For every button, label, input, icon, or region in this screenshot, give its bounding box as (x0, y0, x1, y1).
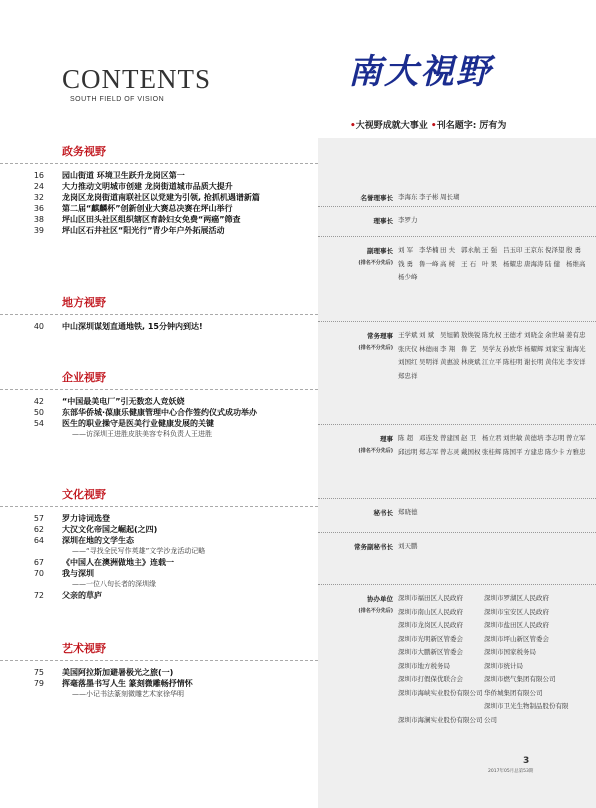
bullet-icon: • (430, 121, 437, 131)
roster-label: 理事 (380, 435, 393, 443)
roster-names (398, 244, 588, 285)
roster-name: 深圳市海澜实业股份有限公司 (398, 715, 483, 724)
roster-divider (318, 532, 596, 533)
bullet-icon: • (350, 121, 356, 131)
roster-name: 李海东 (398, 193, 418, 201)
entry-page: 64 (33, 536, 44, 545)
section-title: 企业视野 (62, 371, 106, 384)
roster-name: 刘 斌 (419, 331, 435, 339)
entry-title: 龙岗区龙岗街道南联社区以党建为引领, 抢抓机遇谱新篇 (62, 193, 260, 202)
toc-entries (0, 170, 318, 236)
roster-name: 深圳市打假保优联合会 (398, 675, 463, 683)
roster-name: 华侨城集团有限公司 (484, 688, 543, 697)
entry-title: 坪山区石井社区“阳光行”青少年户外拓展活动 (62, 226, 225, 235)
entry-title: ——一位八旬长者的深圳缘 (72, 580, 156, 588)
page-number: 3 (523, 756, 530, 766)
entry-page: 79 (33, 679, 44, 688)
roster-name: 深圳市地方税务局 (398, 661, 450, 670)
roster-note: (排名不分先后) (358, 345, 393, 351)
roster-label: 名誉理事长 (360, 194, 393, 202)
toc-entry[interactable] (0, 557, 318, 568)
toc-entry[interactable] (0, 535, 318, 546)
roster-name: 刘国红 (398, 358, 418, 366)
roster-name: 陈 超 (398, 434, 414, 442)
section-header (0, 369, 318, 389)
roster-name: 邱远明 (398, 447, 418, 456)
toc-section (0, 486, 318, 600)
roster-name: 深圳市盐田区人民政府 (484, 621, 549, 629)
roster-label: 协办单位 (367, 595, 393, 603)
entry-title: 中山深圳谋划直通地铁, 15分钟内到达! (62, 322, 203, 331)
roster-name: 余世瑞 (545, 331, 565, 339)
roster-name: 深圳市福田区人民政府 (398, 594, 463, 602)
section-title: 艺术视野 (62, 642, 106, 655)
roster-name: 林庚斌 (461, 358, 481, 366)
roster-name: 黄惠波 (440, 358, 460, 366)
roster-names (398, 191, 588, 205)
roster-divider (318, 498, 596, 499)
entry-page: 38 (33, 215, 44, 224)
toc-entries (0, 667, 318, 700)
slogan-credit: 刊名题字: 厉有为 (436, 121, 507, 131)
issue-label: 2017年05月总第53期 (488, 769, 534, 774)
entry-page: 62 (33, 525, 44, 534)
roster-name: 鲁 艺 (461, 344, 477, 353)
entry-page: 32 (33, 193, 44, 202)
roster-name: 李 翔 (440, 344, 456, 353)
roster-name: 方建忠 (524, 447, 544, 456)
roster-name: 鲁一峰 (419, 259, 439, 268)
toc-entry[interactable] (0, 418, 318, 429)
toc-section (0, 640, 318, 698)
slogan (350, 118, 506, 131)
roster-name: 黄伟光 (545, 358, 565, 366)
roster-name: 王德才 (503, 331, 523, 339)
roster-name: 刘晓金 (524, 331, 544, 339)
roster-name: 孙欧华 (503, 344, 523, 353)
entry-title: 《中国人在澳洲做地主》连载一 (62, 558, 174, 567)
roster-name: 谢长明 (524, 358, 544, 366)
roster-name: 深圳市宝安区人民政府 (484, 607, 549, 616)
entry-page: 40 (33, 322, 44, 331)
toc-entry[interactable] (0, 568, 318, 579)
section-divider (0, 163, 318, 164)
roster-note: (排名不分先后) (358, 608, 393, 614)
roster-divider (318, 321, 596, 322)
toc-section (0, 369, 318, 438)
roster-name: 李安详 (566, 358, 586, 366)
entry-title: 大汉文化帝国之崛起(之四) (62, 525, 158, 534)
entry-title: 坪山区田头社区组织辖区育龄妇女免费“两癌”筛查 (62, 215, 241, 224)
toc-entry[interactable] (0, 321, 318, 332)
roster-name: 郑晓德 (398, 508, 418, 516)
section-header (0, 143, 318, 163)
section-title: 政务视野 (62, 145, 106, 158)
roster-name: 刘天鹏 (398, 542, 418, 550)
roster-name: 张庆仪 (398, 344, 418, 353)
roster-name: 高 树 (440, 259, 456, 268)
contents-title: CONTENTS (62, 64, 211, 94)
toc-entry[interactable] (0, 225, 318, 236)
roster-label: 常务副秘书长 (354, 543, 393, 551)
roster-divider (318, 424, 596, 425)
section-header (0, 486, 318, 506)
roster-name: 陆 健 (545, 259, 561, 268)
roster-name: 李华楠 (419, 246, 439, 254)
toc-entries (0, 321, 318, 332)
roster-label: 副理事长 (367, 247, 393, 255)
roster-name: 王 强 (482, 246, 498, 254)
roster-label: 秘书长 (373, 509, 393, 517)
entry-title: 父亲的草庐 (62, 591, 102, 600)
entry-title: 医生的职业操守是医美行业健康发展的关键 (62, 419, 214, 428)
entry-title: ——“寻找全民写作英雄”文学沙龙活动记略 (72, 547, 206, 555)
roster-name: 郑志军 (419, 447, 439, 456)
toc-entry[interactable] (0, 181, 318, 192)
entry-page: 16 (33, 171, 44, 180)
toc-entry[interactable] (0, 590, 318, 601)
roster-name: 钱 勇 (398, 259, 414, 268)
toc-entry[interactable] (0, 667, 318, 678)
roster-note: (排名不分先后) (358, 448, 393, 454)
entry-title: 东部华侨城·葆康乐健康管理中心合作签约仪式成功举办 (62, 408, 258, 417)
roster-name: 吴旭鹤 (440, 331, 460, 339)
roster-name: 方雅忠 (566, 447, 586, 456)
section-divider (0, 314, 318, 315)
roster-name: 唐海涛 (524, 259, 544, 268)
entry-title: 大力推动文明城市创建 龙岗街道城市品质大提升 (62, 182, 233, 191)
roster-name: 田 夫 (440, 246, 456, 254)
roster-name: 曾建国 (440, 434, 460, 442)
roster-name: 郭永航 (461, 246, 481, 254)
roster-name: 吴明祥 (419, 358, 439, 366)
roster-name: 杨少峰 (398, 273, 418, 281)
entry-title: 挥毫落墨书写人生 篆刻微雕畅抒情怀 (62, 679, 193, 688)
section-divider (0, 389, 318, 390)
toc-entry[interactable] (0, 214, 318, 225)
toc-section (0, 143, 318, 235)
roster-name: 陈桂明 (503, 358, 523, 366)
section-header (0, 294, 318, 314)
entry-page: 36 (33, 204, 44, 213)
toc-section (0, 294, 318, 331)
roster-name: 王学斌 (398, 331, 418, 339)
entry-page: 42 (33, 397, 44, 406)
roster-name: 陈允权 (482, 331, 502, 339)
roster-name: 吕玉印 (503, 246, 523, 254)
toc-entry[interactable] (0, 678, 318, 689)
roster-name: 王京东 (524, 246, 544, 254)
roster-name: 叶 果 (482, 259, 498, 268)
roster-name: 陈国平 (503, 447, 523, 456)
entry-title: ——访深圳王进胜皮肤美容专科负责人王进胜 (72, 430, 212, 438)
roster-name: 深圳市燃气集团有限公司 (484, 675, 556, 683)
roster-divider (318, 236, 596, 237)
roster-name: 林德雨 (419, 344, 439, 353)
magazine-logo: 南大視野 (348, 52, 492, 92)
roster-name: 深圳市统计局 (484, 661, 523, 670)
roster-name: 深圳市罗湖区人民政府 (484, 594, 549, 602)
roster-name: 吴学友 (482, 344, 502, 353)
entry-page: 70 (33, 569, 44, 578)
roster-name: 殷 勇 (566, 246, 582, 254)
toc-entry[interactable] (0, 192, 318, 203)
roster-name: 曾立军 (566, 434, 586, 442)
roster-name: 杨维高 (566, 259, 586, 268)
toc-entry[interactable] (0, 170, 318, 181)
entry-title: 园山街道 环境卫生跃升龙岗区第一 (62, 171, 185, 180)
toc-entry-subtitle[interactable] (0, 579, 318, 590)
roster-name: 深圳市光明新区管委会 (398, 634, 463, 643)
roster-name: 刘家宝 (545, 344, 565, 353)
roster-name: 曾志灵 (440, 447, 460, 456)
roster-name: 深圳市南山区人民政府 (398, 607, 463, 616)
roster-name: 姜有忠 (566, 331, 586, 339)
toc-entry[interactable] (0, 524, 318, 535)
roster-name: 王 石 (461, 259, 477, 268)
roster-label: 常务理事 (367, 332, 393, 340)
roster-name: 周长瑚 (440, 193, 460, 201)
entry-page: 24 (33, 182, 44, 191)
roster-name: 杨耀忠 (503, 259, 523, 268)
roster-name: 深圳市龙岗区人民政府 (398, 621, 463, 629)
section-divider (0, 660, 318, 661)
roster-name: 郑忠祥 (398, 371, 418, 380)
section-header (0, 640, 318, 660)
roster-name: 戴国权 (461, 447, 481, 456)
entry-page: 50 (33, 408, 44, 417)
toc-entries (0, 513, 318, 601)
contents-subtitle: SOUTH FIELD OF VISION (70, 96, 165, 103)
entry-page: 72 (33, 591, 44, 600)
entry-page: 67 (33, 558, 44, 567)
roster-name: 李子彬 (419, 193, 439, 201)
roster-name: 谢海光 (566, 344, 586, 353)
section-divider (0, 506, 318, 507)
toc-entry[interactable] (0, 203, 318, 214)
entry-title: “中国最美电厂”引无数恋人竞妖娆 (62, 397, 185, 406)
roster-name: 张桂辉 (482, 447, 502, 456)
roster-name: 深圳市海峡实业股份有限公司 (398, 688, 483, 697)
roster-label: 理事长 (373, 217, 393, 225)
roster-name: 邓连发 (419, 434, 439, 442)
toc-entry-subtitle[interactable] (0, 546, 318, 557)
entry-page: 54 (33, 419, 44, 428)
roster-name: 李志明 (545, 434, 565, 442)
entry-page: 39 (33, 226, 44, 235)
roster-name: 深圳市卫光生物制品股份有限公司 (484, 702, 569, 724)
section-title: 文化视野 (62, 488, 106, 501)
entry-title: 第二届“麒麟杯”创新创业大赛总决赛在坪山举行 (62, 204, 233, 213)
roster-name: 深圳市国家税务局 (484, 648, 536, 656)
roster-divider (318, 206, 596, 207)
slogan-main: 大视野成就大事业 (355, 121, 428, 131)
toc-entry[interactable] (0, 407, 318, 418)
roster-name: 深圳市坪山新区管委会 (484, 634, 549, 643)
entry-title: 我与深圳 (62, 569, 94, 578)
toc-entry[interactable] (0, 396, 318, 407)
roster-names (398, 592, 588, 727)
toc-entry-subtitle[interactable] (0, 429, 318, 440)
roster-name: 刘 军 (398, 246, 414, 254)
roster-names (398, 432, 588, 459)
entry-title: 深圳在地的文学生态 (62, 536, 134, 545)
roster-name: 敖焕锐 (461, 331, 481, 339)
roster-name: 倪泽望 (545, 246, 565, 254)
roster-name: 杨耀辉 (524, 344, 544, 353)
roster-name: 赵 卫 (461, 434, 477, 442)
roster-names (398, 214, 588, 228)
roster-note: (排名不分先后) (358, 260, 393, 266)
roster-name: 黄德培 (524, 434, 544, 442)
roster-names (398, 506, 588, 520)
roster-name: 陈少卡 (545, 447, 565, 456)
roster-divider (318, 584, 596, 585)
entry-title: 美国阿拉斯加避暑极光之旅(一) (62, 668, 174, 677)
roster-name: 江立平 (482, 358, 502, 366)
roster-names (398, 329, 588, 383)
roster-name: 深圳市大鹏新区管委会 (398, 648, 463, 656)
roster-name: 刘世敏 (503, 434, 523, 442)
roster-name: 杨立君 (482, 434, 502, 442)
section-title: 地方视野 (62, 296, 106, 309)
roster-name: 李罗力 (398, 216, 418, 224)
toc-entries (0, 396, 318, 440)
entry-page: 57 (33, 514, 44, 523)
roster-names (398, 540, 588, 554)
entry-title: 罗力诗词选登 (62, 514, 110, 523)
toc-entry-subtitle[interactable] (0, 689, 318, 700)
entry-title: ——小记书法篆刻微雕艺术家徐华明 (72, 690, 184, 698)
entry-page: 75 (33, 668, 44, 677)
toc-entry[interactable] (0, 513, 318, 524)
